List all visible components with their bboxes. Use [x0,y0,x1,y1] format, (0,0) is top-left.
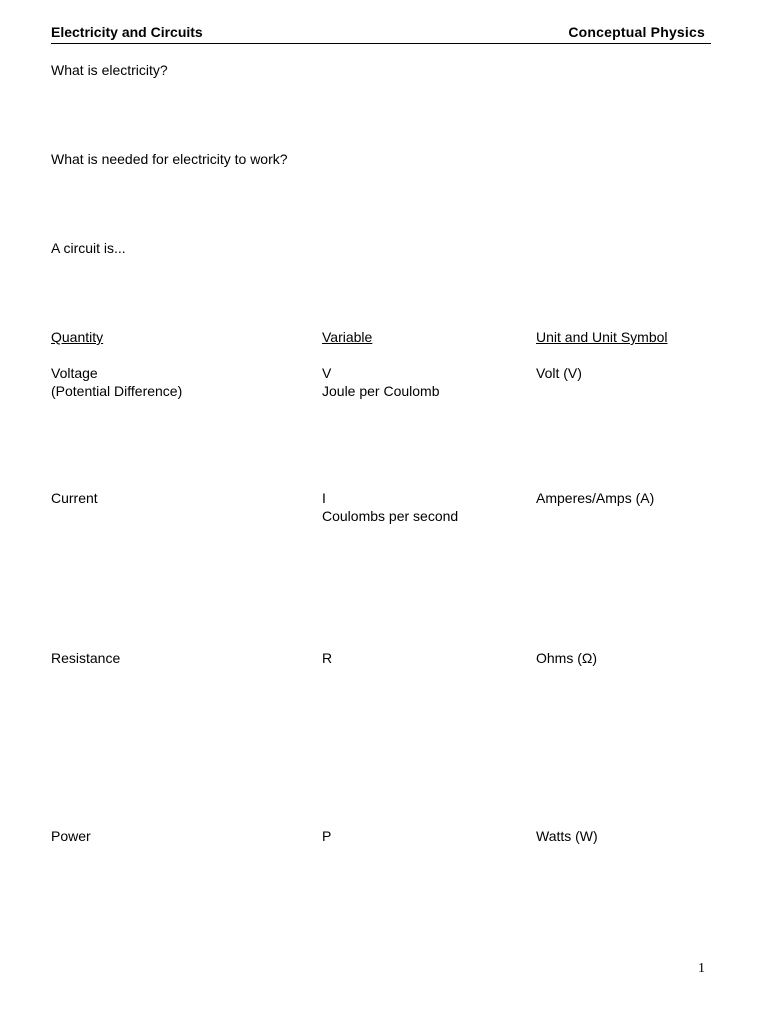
table-row-current-variable [322,489,458,525]
question-needed: What is needed for electricity to work? [51,151,288,167]
table-row-current-quantity [51,489,98,507]
quantity-line: Power [51,828,91,844]
quantity-line: (Potential Difference) [51,383,183,399]
variable-symbol: I [322,490,326,506]
table-row-resistance-variable [322,649,332,667]
column-header-quantity: Quantity [51,329,104,345]
page-number: 1 [698,961,705,976]
table-row-resistance-unit: Ohms (Ω) [536,650,598,666]
header-title: Electricity and Circuits [51,24,203,40]
table-row-power-quantity [51,827,91,845]
variable-symbol: V [322,365,332,381]
table-row-current-unit: Amperes/Amps (A) [536,490,655,506]
table-row-voltage-unit: Volt (V) [536,365,582,381]
table-row-voltage-variable [322,364,440,400]
quantity-line: Voltage [51,365,98,381]
column-header-variable: Variable [322,329,373,345]
variable-description: Joule per Coulomb [322,383,440,399]
variable-description: Coulombs per second [322,508,459,524]
header-course: Conceptual Physics [568,24,705,40]
table-row-resistance-quantity [51,649,120,667]
question-circuit: A circuit is... [51,240,126,256]
quantity-line: Resistance [51,650,121,666]
table-row-voltage-quantity [51,364,182,400]
table-row-power-variable [322,827,331,845]
question-electricity: What is electricity? [51,62,168,78]
table-row-power-unit: Watts (W) [536,828,598,844]
variable-symbol: P [322,828,332,844]
page-header [51,23,711,44]
quantity-line: Current [51,490,98,506]
column-header-unit: Unit and Unit Symbol [536,329,668,345]
variable-symbol: R [322,650,333,666]
